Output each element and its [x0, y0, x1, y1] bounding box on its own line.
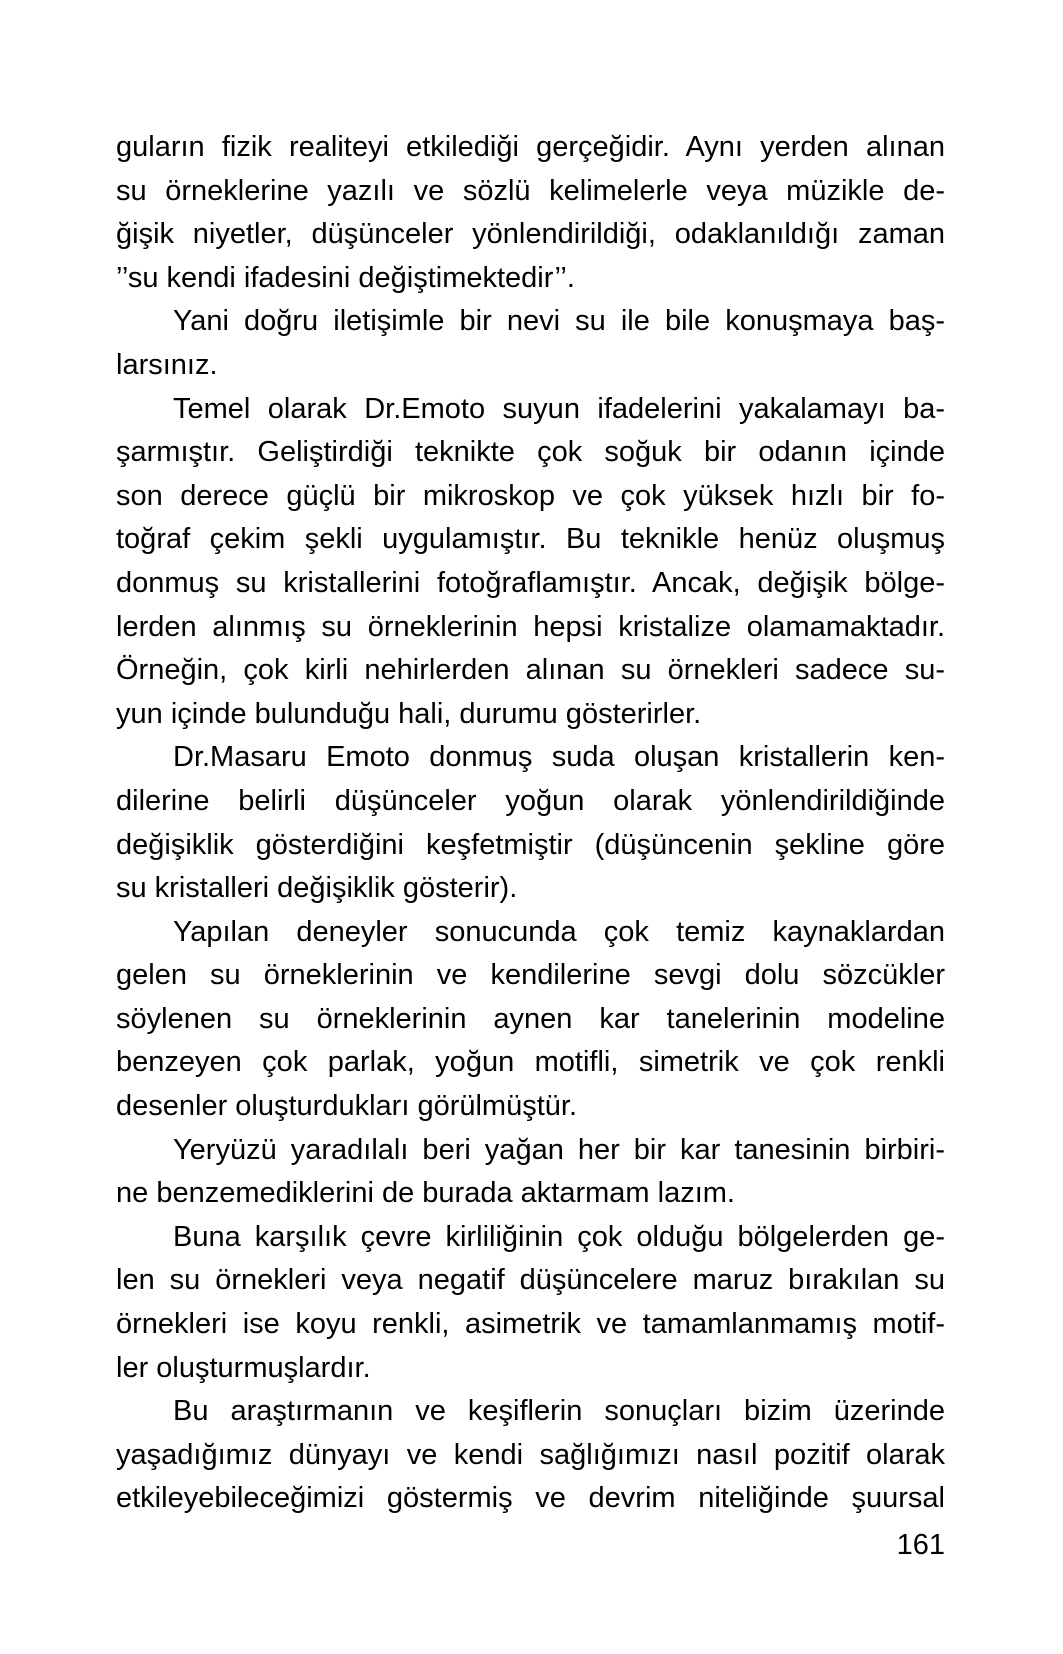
- text-line: son derece güçlü bir mikroskop ve çok yüksek hızlı bir fo-: [116, 479, 945, 512]
- text-line: benzeyen çok parlak, yoğun motifli, simetrik ve çok renkli: [116, 1046, 945, 1079]
- text-line: Dr.Masaru Emoto donmuş suda oluşan kristallerin ken-: [173, 741, 945, 774]
- text-line: etkileyebileceğimizi göstermiş ve devrim niteliğinde şuursal: [116, 1482, 945, 1515]
- body-text: [116, 126, 945, 1521]
- text-line: ler oluşturmuşlardır.: [116, 1351, 371, 1384]
- text-line: Temel olarak Dr.Emoto suyun ifadelerini yakalamayı ba-: [173, 392, 945, 425]
- text-line: örnekleri ise koyu renkli, asimetrik ve tamamlanmamış motif-: [116, 1308, 945, 1341]
- text-line: Örneğin, çok kirli nehirlerden alınan su örnekleri sadece su-: [116, 654, 945, 687]
- text-line: Yeryüzü yaradılalı beri yağan her bir kar tanesinin birbiri-: [173, 1133, 945, 1166]
- paragraph: [116, 126, 945, 300]
- text-line: yaşadığımız dünyayı ve kendi sağlığımızı nasıl pozitif olarak: [116, 1438, 945, 1471]
- paragraph: [116, 300, 945, 387]
- text-line: dilerine belirli düşünceler yoğun olarak yönlendirildiğinde: [116, 784, 945, 817]
- text-line: ’’su kendi ifadesini değiştimektedir’’.: [116, 261, 575, 294]
- text-line: Bu araştırmanın ve keşiflerin sonuçları bizim üzerinde: [173, 1395, 945, 1428]
- paragraph: [116, 1390, 945, 1521]
- paragraph: [116, 736, 945, 910]
- paragraph: [116, 388, 945, 737]
- text-line: larsınız.: [116, 348, 218, 381]
- paragraph: [116, 1129, 945, 1216]
- text-line: değişiklik gösterdiğini keşfetmiştir (düşüncenin şekline göre: [116, 828, 945, 861]
- text-line: Buna karşılık çevre kirliliğinin çok olduğu bölgelerden ge-: [173, 1220, 945, 1253]
- text-line: ğişik niyetler, düşünceler yönlendirildiği, odaklanıldığı zaman: [116, 218, 945, 251]
- text-line: lerden alınmış su örneklerinin hepsi kristalize olamamaktadır.: [116, 610, 945, 643]
- text-line: desenler oluşturdukları görülmüştür.: [116, 1090, 578, 1123]
- text-line: su kristalleri değişiklik gösterir).: [116, 872, 518, 905]
- text-line: guların fizik realiteyi etkilediği gerçeğidir. Aynı yerden alınan: [116, 131, 945, 163]
- text-line: Yapılan deneyler sonucunda çok temiz kaynaklardan: [173, 915, 945, 948]
- text-line: gelen su örneklerinin ve kendilerine sevgi dolu sözcükler: [116, 959, 945, 992]
- text-line: söylenen su örneklerinin aynen kar tanelerinin modeline: [116, 1002, 945, 1035]
- text-line: şarmıştır. Geliştirdiği teknikte çok soğuk bir odanın içinde: [116, 436, 945, 469]
- text-line: Yani doğru iletişimle bir nevi su ile bile konuşmaya baş-: [173, 305, 945, 338]
- text-line: yun içinde bulunduğu hali, durumu gösterirler.: [116, 697, 702, 730]
- text-line: toğraf çekim şekli uygulamıştır. Bu teknikle henüz oluşmuş: [116, 523, 945, 556]
- text-line: donmuş su kristallerini fotoğraflamıştır. Ancak, değişik bölge-: [116, 566, 945, 599]
- paragraph: [116, 1216, 945, 1390]
- text-line: len su örnekleri veya negatif düşüncelere maruz bırakılan su: [116, 1264, 945, 1297]
- text-line: ne benzemediklerini de burada aktarmam lazım.: [116, 1177, 735, 1210]
- paragraph: [116, 911, 945, 1129]
- page-number: 161: [896, 1529, 945, 1561]
- text-line: su örneklerine yazılı ve sözlü kelimelerle veya müzikle de-: [116, 174, 945, 207]
